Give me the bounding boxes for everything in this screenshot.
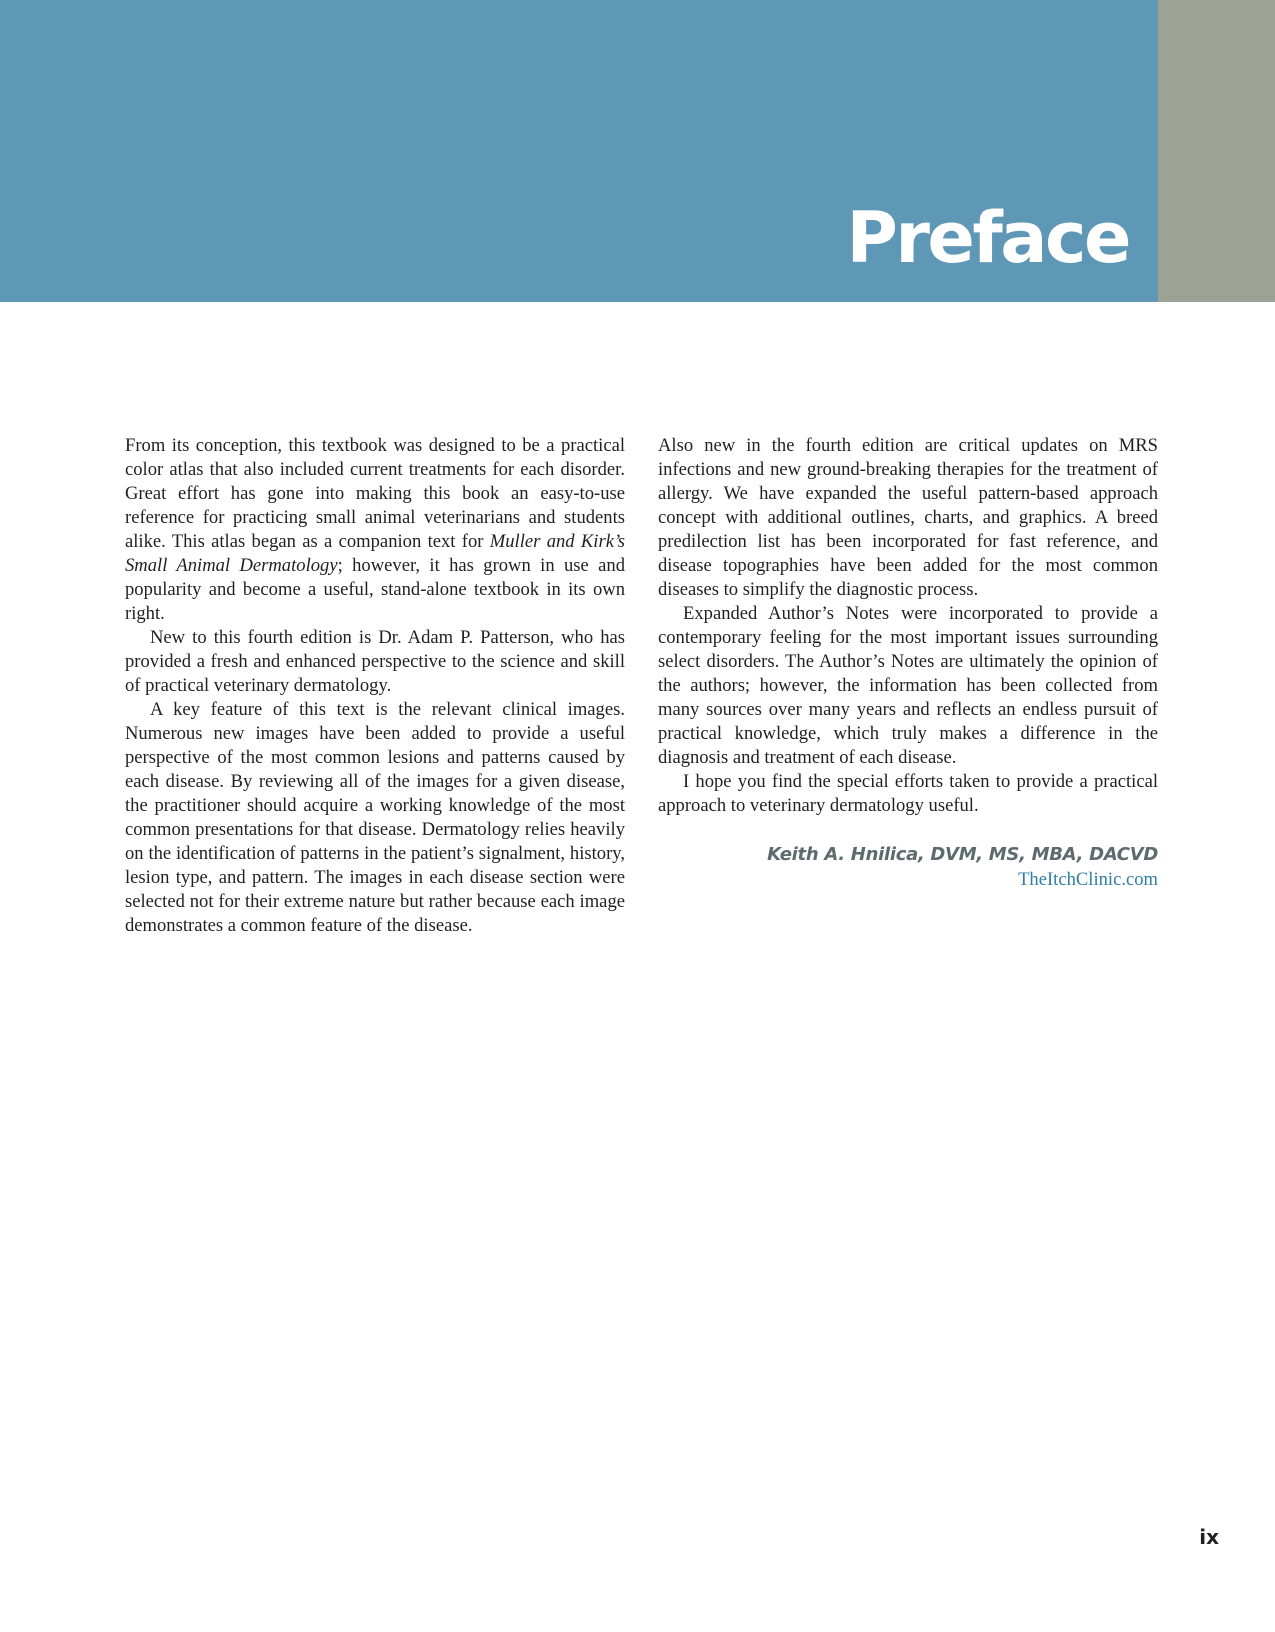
left-paragraph-3: A key feature of this text is the relevant clinical images. Numerous new images have been added to provide a useful perspective of the most common lesions and patterns caused by each disease. By reviewing all of the images for a given disease, the practitioner should acquire a working knowledge of the most common presentations for that disease. Dermatology relies heavily on the identification of patterns in the patient’s signalment, history, lesion type, and pattern. The images in each disease section were selected not for their extreme nature but rather because each image demonstrates a common feature of the disease. — [125, 699, 625, 936]
left-paragraph-1-tail: ; however, it has grown in use and popularity and become a useful, stand-alone textbook in its own right. — [125, 555, 625, 624]
header-tab — [1158, 0, 1275, 302]
right-column — [658, 434, 1158, 818]
book-title-reference: Muller and Kirk’s Small Animal Dermatology — [125, 531, 625, 576]
left-paragraph-1 — [125, 434, 625, 626]
author-signature — [658, 842, 1158, 892]
left-paragraph-2: New to this fourth edition is Dr. Adam P. Patterson, who has provided a fresh and enhanced perspective to the science and skill of practical veterinary dermatology. — [125, 627, 625, 696]
right-paragraph-2: Expanded Author’s Notes were incorporated to provide a contemporary feeling for the most important issues surrounding select disorders. The Author’s Notes are ultimately the opinion of the authors; however, the information has been collected from many sources over many years and reflects an endless pursuit of practical knowledge, which truly makes a difference in the diagnosis and treatment of each disease. — [658, 603, 1158, 768]
page-title: Preface — [846, 197, 1129, 279]
left-paragraph-1-text: From its conception, this textbook was designed to be a practical color atlas that also included current treatments for each disorder. Great effort has gone into making this book an easy-to-use reference for practicing small animal veterinarians and students alike. This atlas began as a companion text for — [125, 435, 625, 552]
author-website[interactable]: TheItchClinic.com — [1018, 869, 1158, 890]
right-paragraph-3: I hope you find the special efforts taken to provide a practical approach to veterinary dermatology useful. — [658, 771, 1158, 816]
left-column — [125, 434, 625, 938]
author-name: Keith A. Hnilica, DVM, MS, MBA, DACVD — [767, 844, 1158, 865]
right-paragraph-1: Also new in the fourth edition are critical updates on MRS infections and new ground-breaking therapies for the treatment of allergy. We have expanded the useful pattern-based approach concept with additional outlines, charts, and graphics. A breed predilection list has been incorporated for fast reference, and disease topographies have been added for the most common diseases to simplify the diagnostic process. — [658, 435, 1158, 600]
page-number: ix — [1199, 1525, 1219, 1549]
